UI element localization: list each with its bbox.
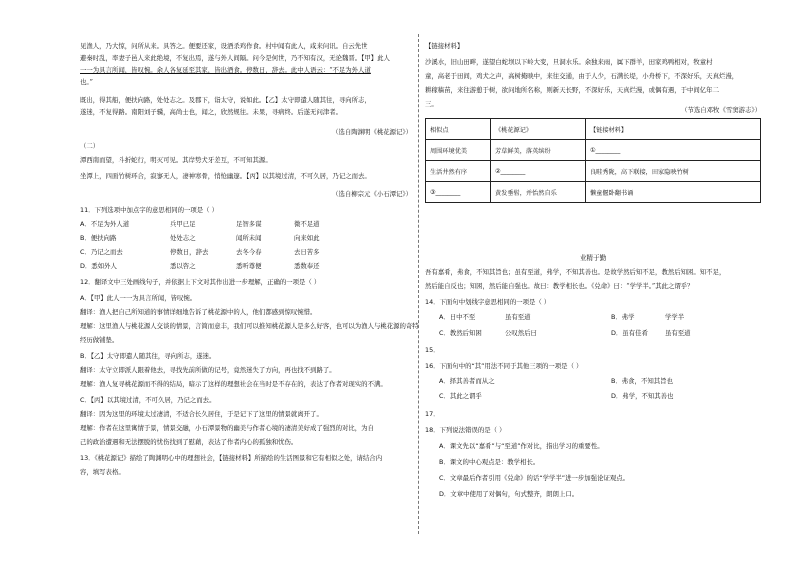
table-cell: 生活井然有序 [426, 161, 491, 182]
passage2-line: 坐潭上，四面竹树环合，寂寥无人，凄神寒骨，悄怆幽邃。【丙】以其境过清，不可久居，乃记之而去。 [80, 172, 371, 180]
option-text: 悉听尊便 [236, 262, 262, 270]
option-text: 处处志之 [170, 234, 196, 242]
table-row [426, 140, 761, 161]
option-text: A．日中不至 [439, 313, 476, 321]
answer-blank[interactable]: ②________ [491, 161, 586, 182]
passage1-line: 既出，得其船，便扶向路，处处志之。及郡下，诣太守，说如此。【乙】太守即遣人随其往，寻向所志， [80, 96, 371, 104]
option-text: C．文章最后作者引用《兑命》的话“学学半”进一步加强论证观点。 [439, 474, 630, 482]
table-header-cell: 《桃花源记》 [491, 119, 586, 140]
q12-item: 理解：这里渔人与桃花源人交谈的情景，言简而意丰，我们可以推知桃花源人是多么好客，也可以为渔人与桃花源的奇特 [80, 322, 419, 330]
table-cell: 良畦秀陇，高下联接，田家隐映竹树 [586, 161, 761, 182]
q12-item: 翻译：太守立即派人跟着他去，寻找先前所做的记号，竟然迷失了方向，再也找不到路了。 [80, 366, 336, 374]
table-header-cell: 相似点 [426, 119, 491, 140]
table-cell: 黄发垂髫，并怡然自乐 [491, 182, 586, 203]
link-heading: 【链接材料】 [425, 42, 464, 50]
option-text: C．乃记之而去 [80, 248, 123, 256]
option-text: 悉以咨之 [170, 262, 196, 270]
table-cell: 懒童偃卧翻书诵 [586, 182, 761, 203]
q12-item: 经历做铺垫。 [80, 336, 119, 344]
essay-title: 业精于勤 [579, 254, 607, 262]
option-text: C．教然后知困 [439, 329, 482, 337]
answer-blank[interactable]: ③________ [426, 182, 491, 203]
option-text: B．弗食，不知其旨也 [611, 377, 673, 385]
q12-item: B．【乙】太守即遣人随其往，寻向所志，遂迷。 [80, 352, 216, 360]
option-text: D．文章中使用了对偶句，句式整齐，朗朗上口。 [439, 490, 579, 498]
option-text: 学学半 [665, 313, 685, 321]
link-text-line: 童，高老于田间，鸡犬之声，高树掩映中，来往交通，由于人少，石满长堤，小舟桥下，不深好乐，天真烂漫， [425, 72, 739, 80]
essay-line: 吾有嘉肴，弗食，不知其旨也；虽有至道，弗学，不知其善也。是故学然后知不足，教然后知困。知不足， [425, 268, 726, 276]
option-text: 足智多谋 [236, 220, 262, 228]
option-text: 去冬今春 [236, 248, 262, 256]
option-text: D．弗学，不知其善也 [611, 392, 674, 400]
link-text-line: 耕稼穑苗，来往游憩于树，欲问地所名称，则新天长野，不深好乐，天真烂漫，或偶有遇，于中间亿年二 [425, 86, 719, 94]
option-text: 虽有至道 [665, 329, 691, 337]
right-column [425, 0, 761, 562]
passage1-line: 见渔人，乃大惊，问所从来。具答之。便要还家，设酒杀鸡作食。村中闻有此人，咸来问讯。自云先世 [80, 42, 368, 50]
section-label: （二） [80, 142, 100, 150]
option-text: D．虽有佳肴 [611, 329, 648, 337]
option-text: A．课文先以“嘉肴”与“至道”作对比，指出学习的重要性。 [439, 442, 604, 450]
table-row [426, 161, 761, 182]
option-text: 去日苦多 [294, 248, 320, 256]
table-header-row [426, 119, 761, 140]
q12-item: 己的政治遭遇和无法摆脱的忧伤找到了慰藉，表达了作者内心的孤独和忧伤。 [80, 438, 298, 446]
q12-item: 翻译：因为这里的环境太过凄清，不适合长久居住，于是记下了这里的情景就离开了。 [80, 410, 323, 418]
q12-item: 理解：渔人复寻桃花源而不得的结局，暗示了这样的理想社会在当时是不存在的，表达了作者对现实的不满。 [80, 380, 387, 388]
option-text: 兵甲已足 [170, 220, 196, 228]
option-text: 停数日，辞去 [170, 248, 209, 256]
option-text: D．悉如外人 [80, 262, 117, 270]
option-text: 悉数奉还 [294, 262, 320, 270]
question-stem: 12．翻译文中三处画线句子，并依据上下文对其作出进一步理解，正确的一项是（ ） [80, 278, 321, 286]
question-stem: 13．《桃花源记》描绘了陶渊明心中的理想社会，【链接材料】所描绘的生活图景和它有相似之处，请结合内 [80, 454, 383, 462]
question-stem: 18．下列说法错误的是（ ） [425, 426, 506, 434]
link-text-line: 沙溪水，旧山田畔，遂望白蛇坝以下岭大变，旦洞水乐。余独来雨，属下群羊，田家鸡鸭相对，牧童村 [425, 58, 713, 66]
q12-item: 理解：作者在这里寓情于景，情景交融，小石潭景物的幽美与作者心境的凄清美好成了强烈的对比，为自 [80, 424, 374, 432]
question-stem: 11．下列选项中加点字的意思相同的一项是（ ） [80, 206, 218, 214]
source-citation: （选自柳宗元《小石潭记》） [332, 190, 412, 198]
q12-item: C．【丙】以其境过清，不可久居，乃记之而去。 [80, 396, 216, 404]
question-stem: 容，填写表格。 [80, 468, 125, 476]
left-column [80, 0, 419, 562]
passage1-line: 遂迷，不复得路。南阳刘子骥，高尚士也，闻之，欣然规往。未果，寻病终。后遂无问津者。 [80, 108, 343, 116]
option-text: 微不足道 [294, 220, 320, 228]
q12-item: A．【甲】此人一一为具言所闻，皆叹惋。 [80, 294, 197, 302]
passage1-line: 也。” [80, 78, 93, 86]
question-stem: 15． [425, 346, 440, 354]
option-text: A．择其善者而从之 [439, 377, 495, 385]
link-text-line: 三。 [425, 100, 438, 108]
question-stem: 16．下面句中的“其”用法不同于其他三项的一项是（ ） [425, 362, 583, 370]
passage2-line: 潭西南而望，斗折蛇行，明灭可见。其岸势犬牙差互，不可知其源。 [80, 156, 272, 164]
table-row [426, 182, 761, 203]
option-text: 闻所未闻 [236, 234, 262, 242]
option-text: 虽有至道 [505, 313, 531, 321]
option-text: C．其此之谓乎 [439, 392, 482, 400]
source-citation: （选自陶渊明《桃花源记》） [332, 128, 412, 136]
comparison-table [425, 118, 761, 203]
table-cell: 周围环境优美 [426, 140, 491, 161]
q12-item: 翻译：渔人把自己所知道的事情详细地告诉了桃花源中的人，他们都感到惊叹惋惜。 [80, 308, 317, 316]
essay-line: 然后能自反也；知困，然后能自强也。故曰：教学相长也。《兑命》曰：“学学半。”其此之谓乎？ [425, 282, 694, 290]
option-text: 向来如此 [294, 234, 320, 242]
passage1-line: 一一为具言所闻，皆叹惋。余人各复延至其家，皆出酒食。停数日，辞去。此中人语云：“不足为外人道 [80, 66, 371, 74]
option-text: B．课文的中心观点是：教学相长。 [439, 458, 540, 466]
table-cell: 芳草鲜美，落英缤纷 [491, 140, 586, 161]
source-citation: （节选自邓牧《雪窦游志》） [681, 106, 761, 114]
column-divider [418, 34, 419, 534]
answer-blank[interactable]: ①________ [586, 140, 761, 161]
option-text: B．便扶向路 [80, 234, 117, 242]
passage1-line: 避秦时乱，率妻子邑人来此绝境，不复出焉，遂与外人间隔。问今是何世，乃不知有汉，无论魏晋。【甲】此人 [80, 54, 390, 62]
option-text: A．不足为外人道 [80, 220, 130, 228]
option-text: 公叹然后曰 [505, 329, 537, 337]
question-stem: 17． [425, 410, 440, 418]
question-stem: 14．下面句中划线字意思相同的一项是（ ） [425, 298, 551, 306]
option-text: B．弗学 [611, 313, 635, 321]
table-header-cell: 【链接材料】 [586, 119, 761, 140]
